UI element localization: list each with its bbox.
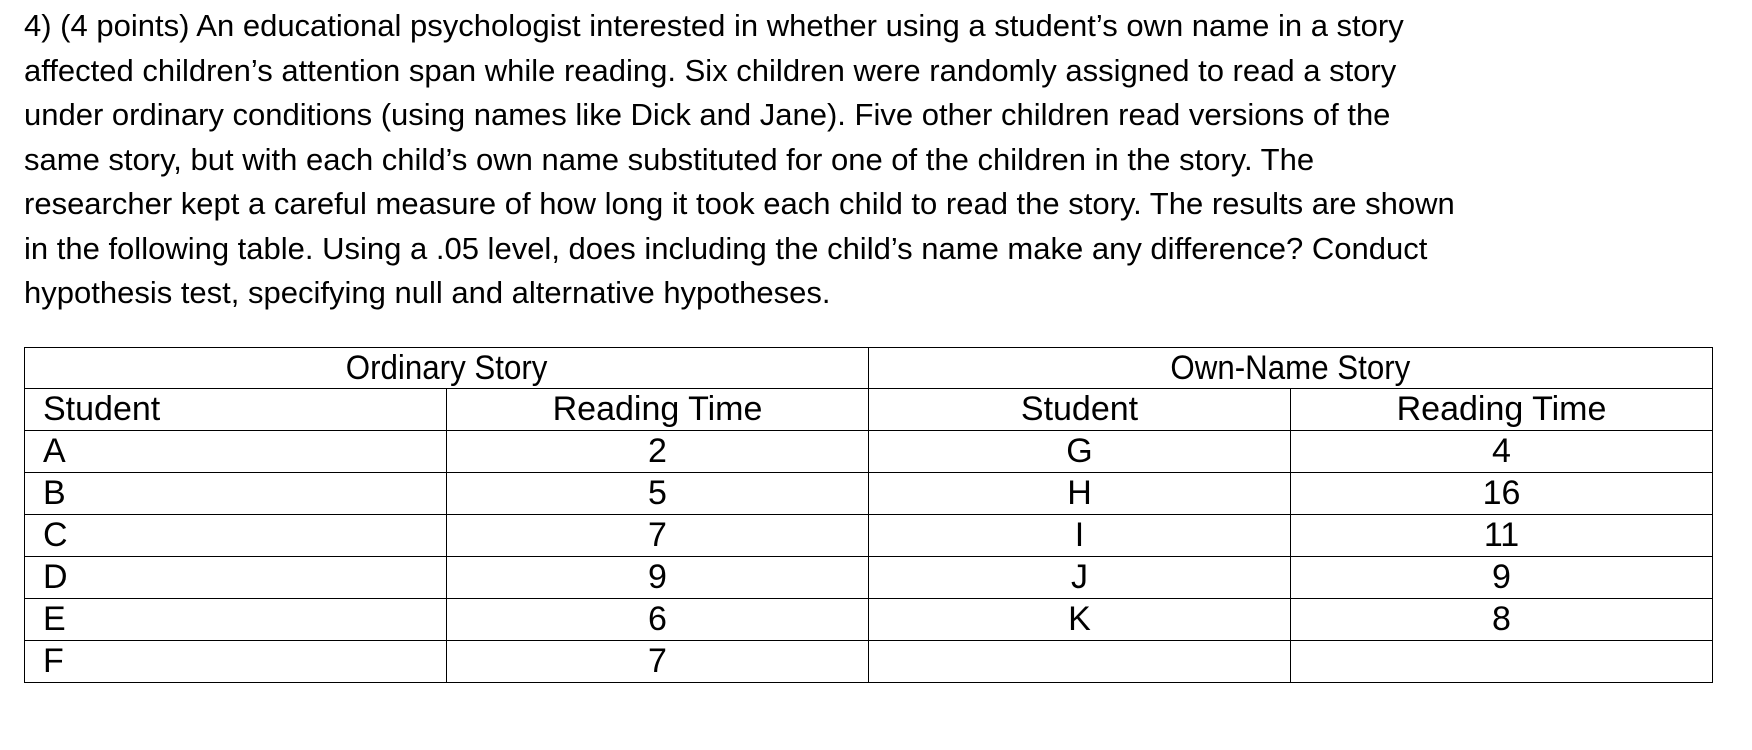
table-row xyxy=(25,473,1713,515)
student-cell: F xyxy=(25,641,447,683)
group-header-row xyxy=(25,348,1713,389)
student-cell: G xyxy=(869,431,1291,473)
question-line: affected children’s attention span while reading. Six children were randomly assigned to read a story xyxy=(24,52,1397,88)
student-cell: H xyxy=(869,473,1291,515)
question-line: under ordinary conditions (using names like Dick and Jane). Five other children read versions of the xyxy=(24,97,1391,132)
student-cell: K xyxy=(869,599,1291,641)
question-line: researcher kept a careful measure of how long it took each child to read the story. The results are shown xyxy=(24,186,1455,221)
reading-time-cell: 8 xyxy=(1291,599,1713,641)
reading-time-cell xyxy=(1291,641,1713,683)
reading-time-cell: 9 xyxy=(447,557,869,599)
group-label: Ordinary Story xyxy=(345,349,548,387)
question-text xyxy=(24,4,1724,316)
reading-time-cell: 7 xyxy=(447,641,869,683)
column-header-reading-time: Reading Time xyxy=(1291,389,1713,431)
reading-time-cell: 2 xyxy=(447,431,869,473)
table-row xyxy=(25,599,1713,641)
student-cell: B xyxy=(25,473,447,515)
reading-time-cell: 11 xyxy=(1291,515,1713,557)
question-line: same story, but with each child’s own name substituted for one of the children in the story. The xyxy=(24,141,1315,177)
student-cell: C xyxy=(25,515,447,557)
column-header-reading-time: Reading Time xyxy=(447,389,869,431)
reading-time-cell: 7 xyxy=(447,515,869,557)
table-row xyxy=(25,557,1713,599)
reading-time-cell: 16 xyxy=(1291,473,1713,515)
reading-time-cell: 5 xyxy=(447,473,869,515)
question-line: hypothesis test, specifying null and alternative hypotheses. xyxy=(24,275,831,310)
column-header-row xyxy=(25,389,1713,431)
question-line: in the following table. Using a .05 level, does including the child’s name make any difference? Conduct xyxy=(24,230,1428,266)
table-row xyxy=(25,641,1713,683)
student-cell: D xyxy=(25,557,447,599)
group-header-ordinary xyxy=(25,348,869,389)
column-header-student: Student xyxy=(25,389,447,431)
group-label: Own-Name Story xyxy=(1170,349,1411,387)
student-cell: J xyxy=(869,557,1291,599)
student-cell xyxy=(869,641,1291,683)
student-cell: A xyxy=(25,431,447,473)
group-header-own-name xyxy=(869,348,1713,389)
reading-time-cell: 4 xyxy=(1291,431,1713,473)
student-cell: I xyxy=(869,515,1291,557)
reading-time-cell: 9 xyxy=(1291,557,1713,599)
reading-time-table xyxy=(24,347,1713,683)
question-line: 4) (4 points) An educational psychologist interested in whether using a student’s own name in a story xyxy=(24,8,1404,43)
reading-time-cell: 6 xyxy=(447,599,869,641)
table-row xyxy=(25,431,1713,473)
student-cell: E xyxy=(25,599,447,641)
table-row xyxy=(25,515,1713,557)
column-header-student: Student xyxy=(869,389,1291,431)
